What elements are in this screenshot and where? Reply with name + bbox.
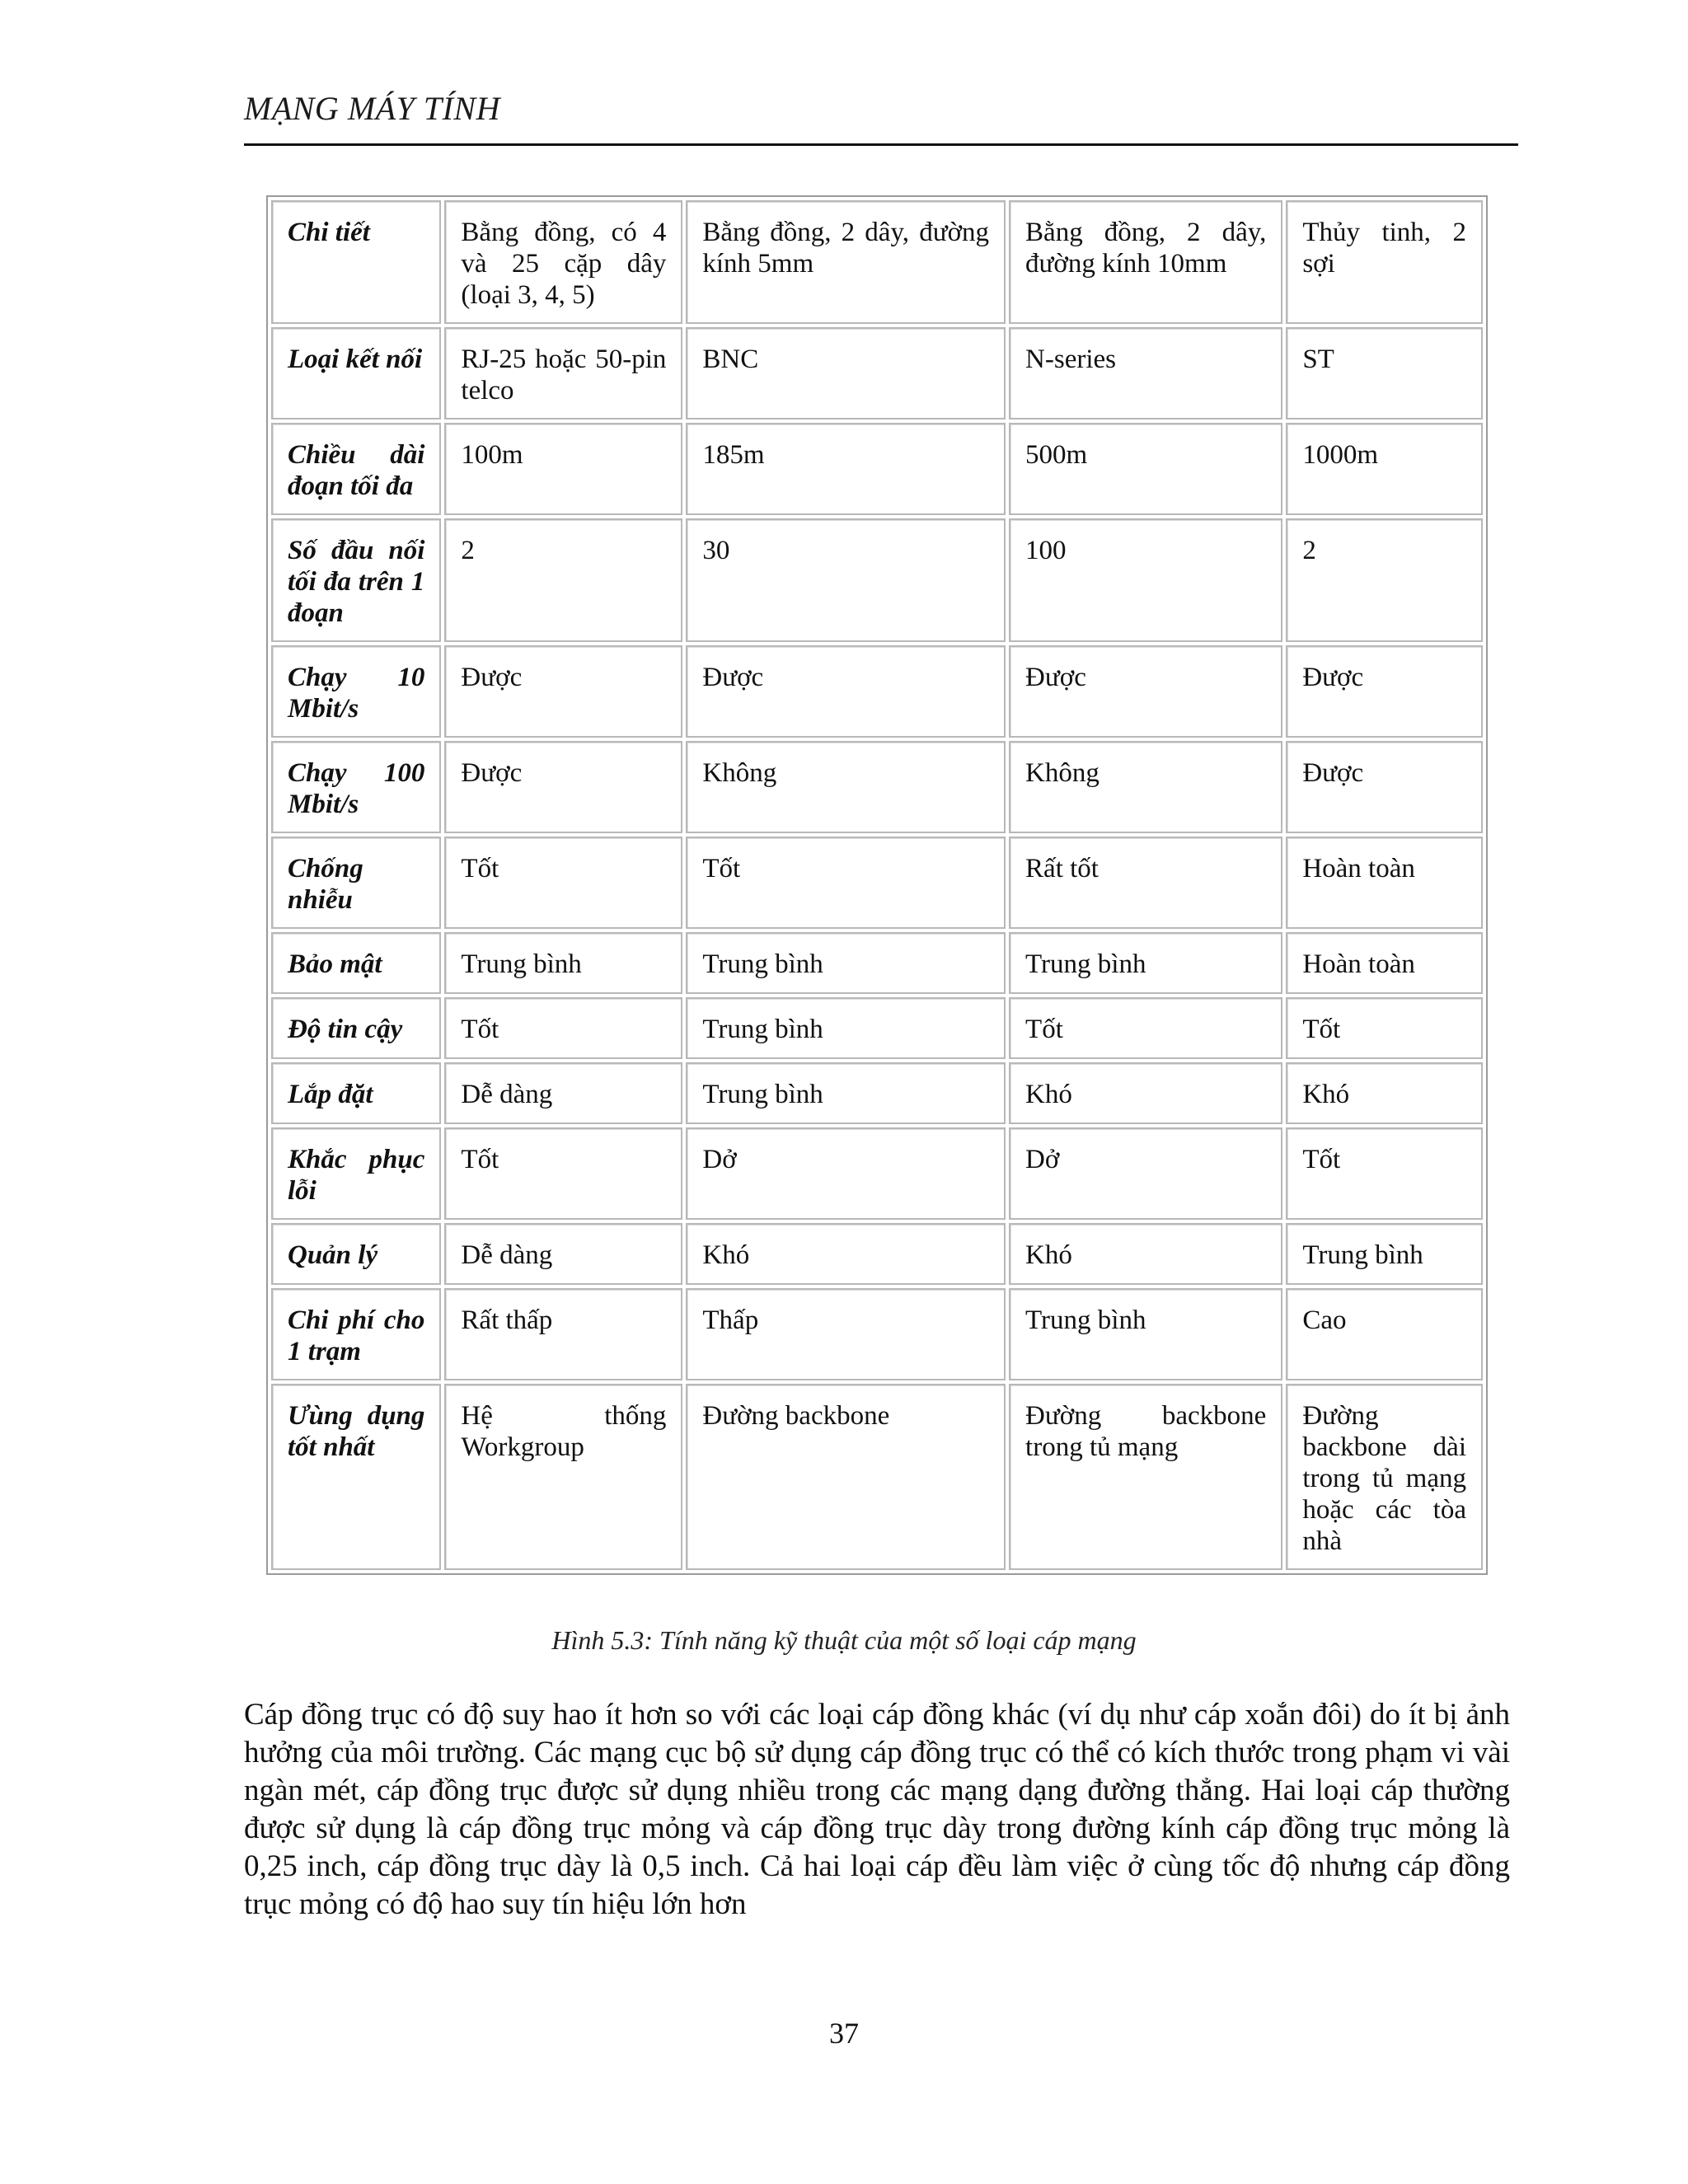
table-cell: 30: [686, 518, 1006, 642]
table-cell: Rất thấp: [444, 1288, 682, 1380]
table-cell: Bằng đồng, có 4 và 25 cặp dây (loại 3, 4, 5): [444, 200, 682, 324]
table-cell: Trung bình: [686, 1062, 1006, 1124]
table-cell: Trung bình: [1286, 1223, 1483, 1285]
running-header: MẠNG MÁY TÍNH: [244, 90, 500, 127]
table-cell: 2: [1286, 518, 1483, 642]
table-cell: Cao: [1286, 1288, 1483, 1380]
table-cell: 500m: [1009, 423, 1282, 515]
table-row: [271, 1288, 1483, 1380]
table-cell: Thấp: [686, 1288, 1006, 1380]
table-cell: Tốt: [1009, 997, 1282, 1059]
figure-caption: Hình 5.3: Tính năng kỹ thuật của một số loại cáp mạng: [551, 1625, 1137, 1655]
table-cell: Không: [1009, 741, 1282, 833]
table-cell: Tốt: [1286, 997, 1483, 1059]
row-label: Chi phí cho 1 trạm: [271, 1288, 441, 1380]
table-cell: Đường backbone: [686, 1384, 1006, 1570]
table-cell: Dễ dàng: [444, 1223, 682, 1285]
table-cell: Tốt: [686, 837, 1006, 929]
table-cell: Thủy tinh, 2 sợi: [1286, 200, 1483, 324]
table-row: [271, 200, 1483, 324]
table-cell: Hoàn toàn: [1286, 932, 1483, 994]
table-cell: 100: [1009, 518, 1282, 642]
table-row: [271, 837, 1483, 929]
table-cell: N-series: [1009, 327, 1282, 419]
table-cell: Tốt: [444, 837, 682, 929]
table-row: [271, 997, 1483, 1059]
header-divider: [244, 143, 1518, 146]
row-label: Quản lý: [271, 1223, 441, 1285]
table-cell: Không: [686, 741, 1006, 833]
table-cell: Được: [1009, 645, 1282, 738]
table-cell: Đường backbone trong tủ mạng: [1009, 1384, 1282, 1570]
table-cell: Hệ thống Workgroup: [444, 1384, 682, 1570]
table-cell: Trung bình: [686, 932, 1006, 994]
table-cell: Trung bình: [686, 997, 1006, 1059]
row-label: Khắc phục lỗi: [271, 1127, 441, 1220]
row-label: Chi tiết: [271, 200, 441, 324]
table-cell: Dở: [686, 1127, 1006, 1220]
table-row: [271, 741, 1483, 833]
table-cell: BNC: [686, 327, 1006, 419]
table-row: [271, 1223, 1483, 1285]
table-row: [271, 932, 1483, 994]
table-row: [271, 1127, 1483, 1220]
cable-spec-table: [266, 195, 1488, 1575]
row-label: Số đầu nối tối đa trên 1 đoạn: [271, 518, 441, 642]
table-cell: Được: [1286, 741, 1483, 833]
table-cell: Được: [686, 645, 1006, 738]
table-row: [271, 327, 1483, 419]
table-cell: Khó: [686, 1223, 1006, 1285]
row-label: Loại kết nối: [271, 327, 441, 419]
table-cell: Trung bình: [1009, 1288, 1282, 1380]
table-cell: RJ-25 hoặc 50-pin telco: [444, 327, 682, 419]
table-cell: Trung bình: [444, 932, 682, 994]
row-label: Chạy 100 Mbit/s: [271, 741, 441, 833]
table-cell: Khó: [1286, 1062, 1483, 1124]
table-row: [271, 518, 1483, 642]
table-row: [271, 645, 1483, 738]
table-cell: Tốt: [444, 997, 682, 1059]
table-cell: Dễ dàng: [444, 1062, 682, 1124]
table-cell: 100m: [444, 423, 682, 515]
table-cell: 185m: [686, 423, 1006, 515]
row-label: Chạy 10 Mbit/s: [271, 645, 441, 738]
table-cell: ST: [1286, 327, 1483, 419]
row-label: Bảo mật: [271, 932, 441, 994]
table-cell: Tốt: [444, 1127, 682, 1220]
row-label: Độ tin cậy: [271, 997, 441, 1059]
table-cell: Dở: [1009, 1127, 1282, 1220]
table-cell: 2: [444, 518, 682, 642]
table-cell: Tốt: [1286, 1127, 1483, 1220]
row-label: Chiều dài đoạn tối đa: [271, 423, 441, 515]
table-cell: Bằng đồng, 2 dây, đường kính 10mm: [1009, 200, 1282, 324]
table-cell: Trung bình: [1009, 932, 1282, 994]
row-label: Chống nhiễu: [271, 837, 441, 929]
table-cell: Được: [444, 741, 682, 833]
table-cell: Bằng đồng, 2 dây, đường kính 5mm: [686, 200, 1006, 324]
table-cell: Được: [444, 645, 682, 738]
table-row: [271, 1384, 1483, 1570]
table-cell: Hoàn toàn: [1286, 837, 1483, 929]
table-row: [271, 423, 1483, 515]
row-label: Ưùng dụng tốt nhất: [271, 1384, 441, 1570]
body-paragraph: Cáp đồng trục có độ suy hao ít hơn so với các loại cáp đồng khác (ví dụ như cáp xoắn đôi) do ít bị ảnh hưởng của môi trường. Các mạng cục bộ sử dụng cáp đồng trục có thể có kích thước trong phạm vi vài ngàn mét, cáp đồng trục được sử dụng nhiều trong các mạng dạng đường thẳng. Hai loại cáp thường được sử dụng là cáp đồng trục mỏng và cáp đồng trục dày trong đường kính cáp đồng trục mỏng là 0,25 inch, cáp đồng trục dày là 0,5 inch. Cả hai loại cáp đều làm việc ở cùng tốc độ nhưng cáp đồng trục mỏng có độ hao suy tín hiệu lớn hơn: [244, 1698, 1510, 1921]
page-number: 37: [829, 2017, 859, 2050]
table-cell: Khó: [1009, 1223, 1282, 1285]
row-label: Lắp đặt: [271, 1062, 441, 1124]
table-cell: Được: [1286, 645, 1483, 738]
table-cell: Đường backbone dài trong tủ mạng hoặc các tòa nhà: [1286, 1384, 1483, 1570]
table-row: [271, 1062, 1483, 1124]
table-cell: Rất tốt: [1009, 837, 1282, 929]
table-cell: Khó: [1009, 1062, 1282, 1124]
table-cell: 1000m: [1286, 423, 1483, 515]
